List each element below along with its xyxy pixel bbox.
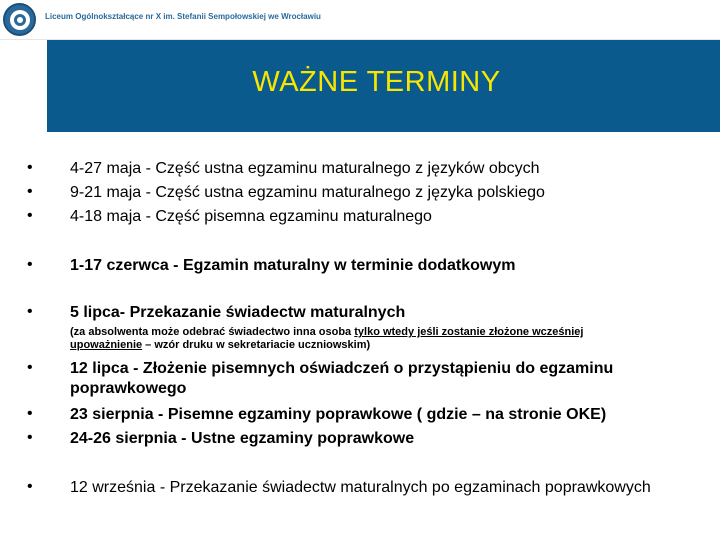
bullet: • bbox=[27, 256, 33, 273]
list-item-text: 24-26 sierpnia - Ustne egzaminy poprawkowe bbox=[70, 430, 415, 447]
list-item-text: 1-17 czerwca - Egzamin maturalny w terminie dodatkowym bbox=[70, 257, 516, 274]
list-item-text: 9-21 maja - Część ustna egzaminu maturalnego z języka polskiego bbox=[70, 184, 545, 201]
school-logo-icon bbox=[3, 3, 36, 36]
note-part2: tylko wtedy jeśli zostanie złożone wcześniej upoważnienie bbox=[70, 326, 584, 351]
bullet: • bbox=[27, 159, 33, 176]
title-band bbox=[0, 40, 720, 132]
list-item-text: 4-18 maja - Część pisemna egzaminu maturalnego bbox=[70, 208, 432, 225]
bullet: • bbox=[27, 207, 33, 224]
bullet: • bbox=[27, 183, 33, 200]
school-name: Liceum Ogólnokształcące nr X im. Stefanii Sempołowskiej we Wrocławiu bbox=[45, 12, 321, 21]
note-part3: – wzór druku w sekretariacie uczniowskim) bbox=[142, 339, 371, 351]
list-item-text: 12 lipca - Złożenie pisemnych oświadczeń o przystąpieniu do egzaminu poprawkowego bbox=[70, 360, 614, 397]
bullet: • bbox=[27, 429, 33, 446]
note-text bbox=[70, 326, 655, 352]
bullet: • bbox=[27, 405, 33, 422]
header-strip bbox=[0, 0, 720, 40]
page-title: WAŻNE TERMINY bbox=[252, 65, 501, 98]
bullet: • bbox=[27, 359, 33, 376]
list-item-text: 5 lipca- Przekazanie świadectw maturalnych bbox=[70, 304, 406, 321]
bullet: • bbox=[27, 303, 33, 320]
bullet: • bbox=[27, 478, 33, 495]
list-item-text: 12 września - Przekazanie świadectw maturalnych po egzaminach poprawkowych bbox=[70, 479, 651, 496]
note-part1: (za absolwenta może odebrać świadectwo inna osoba bbox=[70, 326, 355, 338]
list-item-text: 4-27 maja - Część ustna egzaminu maturalnego z języków obcych bbox=[70, 160, 540, 177]
list-item-text: 23 sierpnia - Pisemne egzaminy poprawkowe ( gdzie – na stronie OKE) bbox=[70, 406, 607, 423]
title-box bbox=[47, 40, 720, 132]
